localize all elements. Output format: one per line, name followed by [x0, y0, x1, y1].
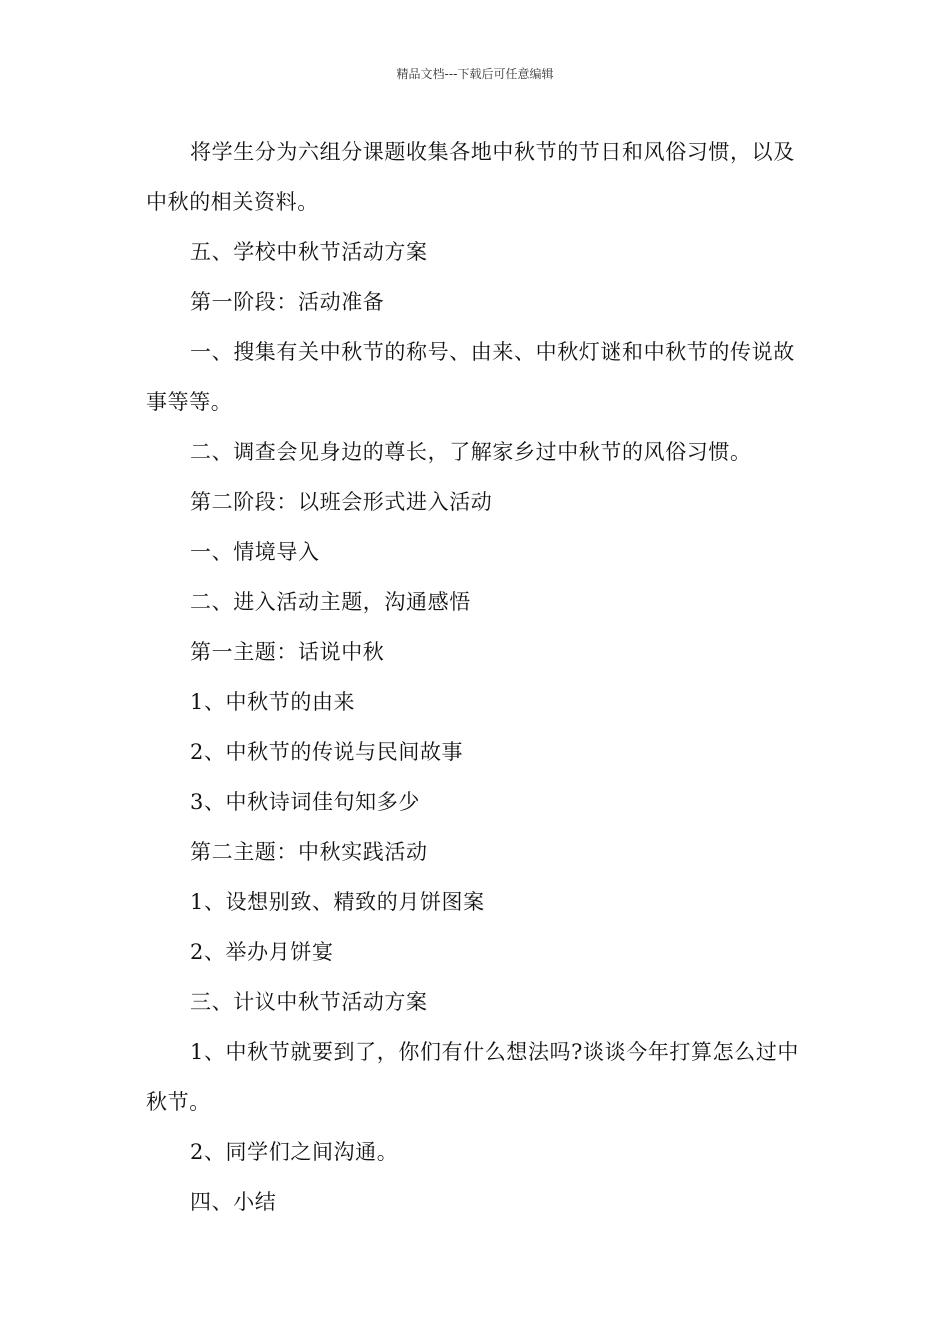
list-item: 一、情境导入 [190, 540, 320, 564]
list-item: 二、进入活动主题，沟通感悟 [190, 590, 471, 614]
list-item: 三、计议中秋节活动方案 [190, 990, 428, 1014]
section-heading-5: 五、学校中秋节活动方案 [190, 240, 428, 264]
document-body [146, 127, 806, 1227]
list-item: 一、搜集有关中秋节的称号、由来、中秋灯谜和中秋节的传说故事等等。 [146, 340, 795, 414]
list-item: 二、调查会见身边的尊长，了解家乡过中秋节的风俗习惯。 [190, 440, 752, 464]
list-item: 1、设想别致、精致的月饼图案 [190, 890, 485, 914]
list-item: 2、同学们之间沟通。 [190, 1140, 399, 1164]
list-item: 四、小结 [190, 1190, 277, 1214]
list-item: 3、中秋诗词佳句知多少 [190, 790, 420, 814]
page-header: 精品文档---下载后可任意编辑 [396, 67, 554, 81]
list-item: 2、举办月饼宴 [190, 940, 334, 964]
paragraph-1: 将学生分为六组分课题收集各地中秋节的节日和风俗习惯，以及中秋的相关资料。 [146, 140, 795, 214]
theme-1-heading: 第一主题：话说中秋 [190, 640, 385, 664]
list-item: 2、中秋节的传说与民间故事 [190, 740, 464, 764]
list-item: 1、中秋节的由来 [190, 690, 356, 714]
theme-2-heading: 第二主题：中秋实践活动 [190, 840, 428, 864]
stage-2-heading: 第二阶段：以班会形式进入活动 [190, 490, 493, 514]
stage-1-heading: 第一阶段：活动准备 [190, 290, 385, 314]
list-item: 1、中秋节就要到了，你们有什么想法吗?谈谈今年打算怎么过中秋节。 [146, 1040, 800, 1114]
